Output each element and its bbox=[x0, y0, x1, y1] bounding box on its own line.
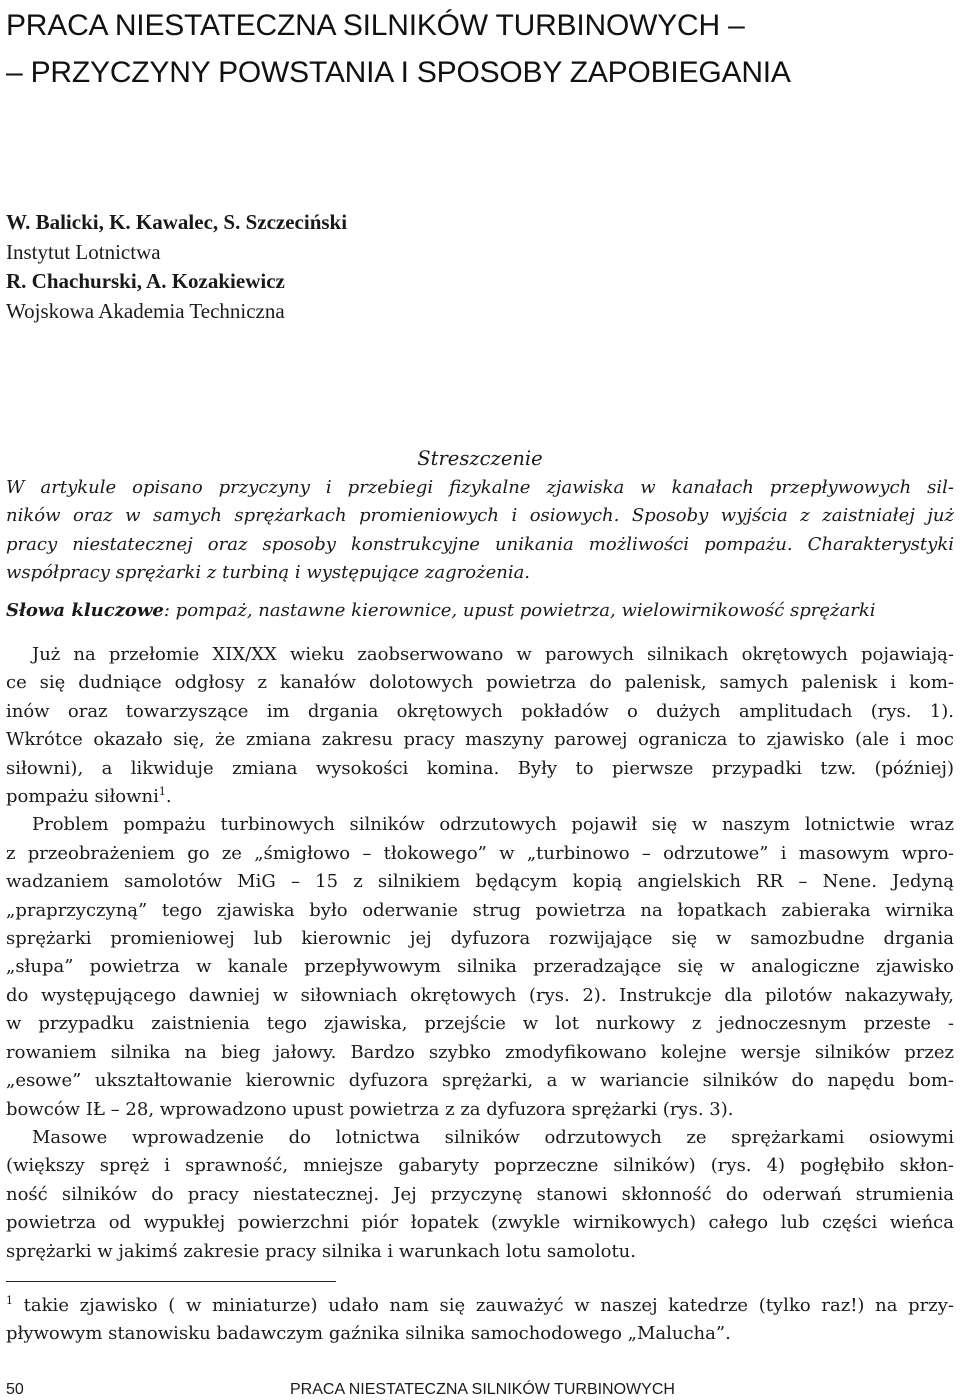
paragraph-line: „praprzyczyną” tego zjawiska było oderwanie strug powietrza na łopatkach zabieraka wirnika bbox=[6, 899, 954, 921]
footnote-marker: 1 bbox=[6, 1294, 13, 1307]
paragraph-text: pompażu siłowni bbox=[6, 786, 159, 808]
running-footer-title: PRACA NIESTATECZNA SILNIKÓW TURBINOWYCH bbox=[290, 1381, 675, 1398]
paragraph-line: ce się dudniące odgłosy z kanałów dolotowych powietrza do palenisk, samych palenisk i kom- bbox=[6, 672, 954, 694]
abstract-line: W artykule opisano przyczyny i przebiegi fizykalne zjawiska w kanałach przepływowych sil- bbox=[6, 477, 954, 498]
paragraph-line: „esowe” ukształtowanie kierownic dyfuzora sprężarki, a w wariancie silników do napędu bom- bbox=[6, 1070, 954, 1092]
paragraph-line: powietrza od wypukłej powierzchni piór łopatek (zwykle wirnikowych) całego lub części wieńca bbox=[6, 1212, 954, 1234]
paragraph-line: z przeobrażeniem go ze „śmigłowo – tłokowego” w „turbinowo – odrzutowe” i masowym wpro- bbox=[6, 842, 954, 864]
paragraph-line: w przypadku zaistnienia tego zjawiska, przejście w lot nurkowy z jednoczesnym przeste - bbox=[6, 1013, 954, 1035]
footnote-line bbox=[6, 1292, 954, 1320]
author-names-2: R. Chachurski, A. Kozakiewicz bbox=[6, 269, 285, 293]
paragraph-line: Wkrótce okazało się, że zmiana zakresu pracy maszyny parowej ogranicza to zjawisko (ale i moc bbox=[6, 729, 954, 751]
abstract-heading: Streszczenie bbox=[417, 447, 543, 470]
abstract-text bbox=[6, 474, 954, 588]
paragraph-line: Problem pompażu turbinowych silników odrzutowych pojawił się w naszym lotnictwie wraz bbox=[32, 814, 954, 836]
footnote-reference[interactable]: 1 bbox=[158, 785, 166, 799]
body-text bbox=[6, 641, 954, 1266]
page-number: 50 bbox=[6, 1381, 24, 1398]
keywords bbox=[6, 597, 954, 625]
footnote-text: takie zjawisko ( w miniaturze) udało nam się zauważyć w naszej katedrze (tylko raz!) na przy- bbox=[13, 1295, 954, 1316]
paragraph-line: rowaniem silnika na bieg jałowy. Bardzo szybko zmodyfikowano kolejne wersje silników przez bbox=[6, 1041, 954, 1063]
paragraph-line: inów oraz towarzyszące im drgania okrętowych pokładów o dużych amplitudach (rys. 1). bbox=[6, 700, 954, 722]
paragraph-line: „słupa” powietrza w kanale przepływowym silnika przeradzające się w analogiczne zjawisko bbox=[6, 956, 954, 978]
title-line-1: PRACA NIESTATECZNA SILNIKÓW TURBINOWYCH – bbox=[6, 9, 745, 42]
paragraph-line: wadzaniem samolotów MiG – 15 z silnikiem będącym kopią angielskich RR – Nene. Jedyną bbox=[6, 871, 954, 893]
abstract-line: ników oraz w samych sprężarkach promieniowych i osiowych. Sposoby wyjścia z zaistniałej już bbox=[6, 505, 954, 527]
keywords-label: Słowa kluczowe bbox=[6, 600, 164, 621]
article-title bbox=[6, 2, 954, 96]
abstract-line: pracy niestatecznej oraz sposoby konstrukcyjne unikania możliwości pompażu. Charakterystyki bbox=[6, 533, 954, 555]
paragraph-line: sprężarki promieniowej lub kierownic jej dyfuzora rozwijające się w samozbudne drgania bbox=[6, 928, 954, 950]
affiliation-2: Wojskowa Akademia Techniczna bbox=[6, 298, 285, 323]
footnote-divider bbox=[6, 1281, 336, 1282]
footnote-line: pływowym stanowisku badawczym gaźnika silnika samochodowego „Malucha”. bbox=[6, 1323, 731, 1345]
footnote bbox=[6, 1292, 954, 1349]
paragraph-line: ność silników do pracy niestatecznej. Jej przyczynę stanowi skłonność do oderwań strumienia bbox=[6, 1183, 954, 1205]
abstract-line: współpracy sprężarki z turbiną i występujące zagrożenia. bbox=[6, 562, 531, 584]
paragraph-line: Masowe wprowadzenie do lotnictwa silników odrzutowych ze sprężarkami osiowymi bbox=[32, 1126, 954, 1148]
authors-block bbox=[6, 208, 706, 326]
paragraph-line: Już na przełomie XIX/XX wieku zaobserwowano w parowych silnikach okrętowych pojawiają- bbox=[32, 644, 954, 665]
paragraph-text: . bbox=[165, 786, 172, 808]
paragraph-last-line bbox=[6, 783, 954, 811]
paragraph-last-line: sprężarki w jakimś zakresie pracy silnika i warunkach lotu samolotu. bbox=[6, 1240, 636, 1262]
paragraph-line: (większy spręż i sprawność, mniejsze gabaryty poprzeczne silników) (rys. 4) pogłębiło skłon- bbox=[6, 1155, 954, 1177]
author-names-1: W. Balicki, K. Kawalec, S. Szczeciński bbox=[6, 210, 348, 234]
paragraph-last-line: bowców IŁ – 28, wprowadzono upust powietrza z za dyfuzora sprężarki (rys. 3). bbox=[6, 1098, 734, 1120]
title-line-2: – PRZYCZYNY POWSTANIA I SPOSOBY ZAPOBIEGANIA bbox=[6, 56, 791, 89]
paragraph-line: siłowni), a likwiduje zmiana wysokości komina. Były to pierwsze przypadki tzw. (później) bbox=[6, 757, 954, 779]
keywords-text: : pompaż, nastawne kierownice, upust powietrza, wielowirnikowość sprężarki bbox=[163, 600, 876, 621]
affiliation-1: Instytut Lotnictwa bbox=[6, 239, 161, 264]
paragraph-line: do występującego dawniej w siłowniach okrętowych (rys. 2). Instrukcje dla pilotów nakazywały, bbox=[6, 984, 954, 1006]
